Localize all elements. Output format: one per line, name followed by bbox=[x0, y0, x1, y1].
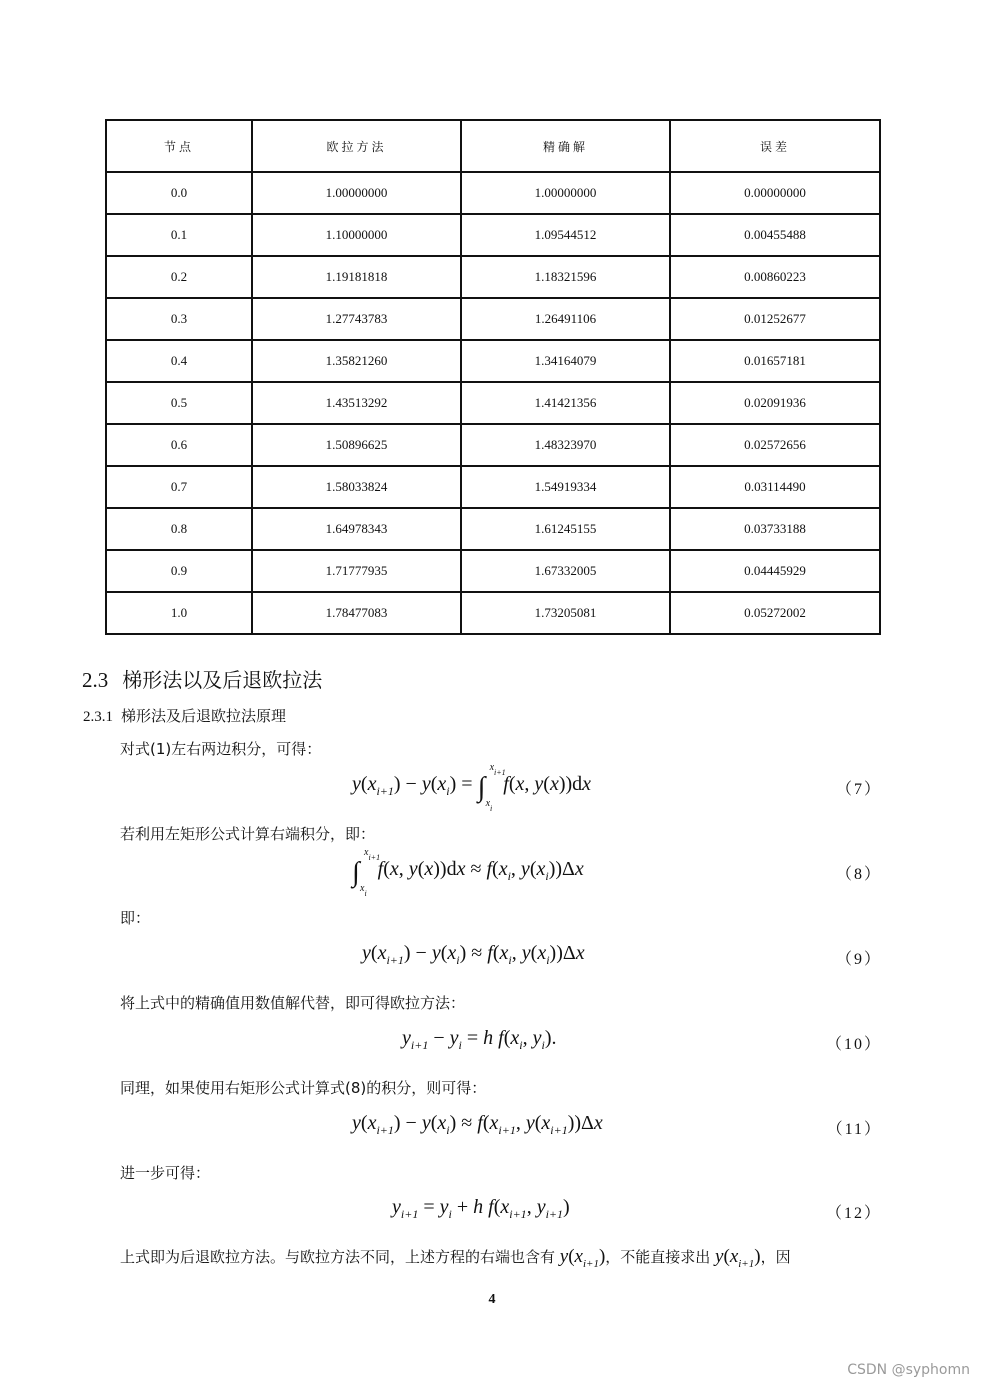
table-row bbox=[106, 508, 880, 550]
inline-formula-y-xi1: $y(x_{i+1})$ bbox=[559, 1246, 606, 1270]
table-cell: 1.43513292 bbox=[252, 382, 461, 424]
table-cell: 0.4 bbox=[106, 340, 252, 382]
section-number: 2.3 bbox=[82, 668, 109, 692]
table-cell: 0.04445929 bbox=[670, 550, 880, 592]
equation-8: ∫ $x_{i+1}$ $x_i$ f(x, $y(x))dx \approx f(x_i$, $y(x_i))\Delta x$ bbox=[352, 847, 584, 898]
equation-12: $y_{i+1} = y_i + h$ $f(x_{i+1}$, $y_{i+1}$) bbox=[392, 1196, 570, 1221]
table-row bbox=[106, 466, 880, 508]
subsection-title: 梯形法及后退欧拉法原理 bbox=[121, 707, 287, 725]
table-cell: 0.01252677 bbox=[670, 298, 880, 340]
equation-number-10: （10） bbox=[825, 1036, 882, 1053]
table-cell: 1.0 bbox=[106, 592, 252, 634]
table-row bbox=[106, 340, 880, 382]
table-cell: 0.5 bbox=[106, 382, 252, 424]
paragraph-1: 对式(1)左右两边积分，可得： bbox=[120, 740, 322, 758]
paragraph-7 bbox=[120, 1246, 791, 1268]
table-cell: 0.0 bbox=[106, 172, 252, 214]
equation-7: $y(x_{i+1}) - y(x_i)$ = ∫ $x_{i+1}$ $x_i$ f(x, y(x))dx bbox=[352, 762, 592, 813]
table-row bbox=[106, 172, 880, 214]
table-cell: 1.48323970 bbox=[461, 424, 670, 466]
table-cell: 0.02091936 bbox=[670, 382, 880, 424]
equation-number-9: （9） bbox=[835, 951, 882, 968]
inline-formula-y-xi1-b: $y(x_{i+1})$ bbox=[715, 1246, 761, 1270]
equation-number-7: （7） bbox=[835, 781, 882, 798]
table-row bbox=[106, 214, 880, 256]
table-cell: 0.05272002 bbox=[670, 592, 880, 634]
paragraph-7-part-a: 上式即为后退欧拉方法。与欧拉方法不同，上述方程的右端也含有 bbox=[120, 1248, 556, 1266]
table-row bbox=[106, 424, 880, 466]
table-cell: 1.54919334 bbox=[461, 466, 670, 508]
table-cell: 1.41421356 bbox=[461, 382, 670, 424]
table-cell: 1.78477083 bbox=[252, 592, 461, 634]
table-cell: 0.1 bbox=[106, 214, 252, 256]
table-cell: 1.19181818 bbox=[252, 256, 461, 298]
paragraph-2: 若利用左矩形公式计算右端积分，即： bbox=[120, 825, 376, 843]
euler-results-table bbox=[105, 119, 881, 635]
table-cell: 0.03733188 bbox=[670, 508, 880, 550]
paragraph-5: 同理，如果使用右矩形公式计算式(8)的积分，则可得： bbox=[120, 1079, 487, 1097]
paragraph-7-part-b: ，不能直接求出 bbox=[605, 1248, 711, 1266]
table-header-row bbox=[106, 120, 880, 172]
table-cell: 1.58033824 bbox=[252, 466, 461, 508]
subsection-number: 2.3.1 bbox=[83, 709, 113, 725]
equation-9: $y(x_{i+1}) - y(x_i) \approx f(x_i$, $y(x_i))\Delta x$ bbox=[362, 942, 585, 967]
table-cell: 1.64978343 bbox=[252, 508, 461, 550]
watermark: CSDN @syphomn bbox=[847, 1362, 970, 1378]
table-cell: 0.6 bbox=[106, 424, 252, 466]
table-cell: 0.2 bbox=[106, 256, 252, 298]
header-euler: 欧拉方法 bbox=[252, 120, 461, 172]
table-cell: 0.00860223 bbox=[670, 256, 880, 298]
table-cell: 1.67332005 bbox=[461, 550, 670, 592]
table-cell: 1.09544512 bbox=[461, 214, 670, 256]
header-error: 误差 bbox=[670, 120, 880, 172]
equation-10: $y_{i+1} - y_i = h$ $f(x_i$, $y_i$). bbox=[402, 1027, 557, 1052]
equation-number-12: （12） bbox=[825, 1205, 882, 1222]
table-cell: 1.34164079 bbox=[461, 340, 670, 382]
table-row bbox=[106, 382, 880, 424]
table-cell: 0.00000000 bbox=[670, 172, 880, 214]
table-cell: 1.10000000 bbox=[252, 214, 461, 256]
table-cell: 0.01657181 bbox=[670, 340, 880, 382]
subsection-heading bbox=[83, 705, 286, 726]
table-row bbox=[106, 592, 880, 634]
page-number: 4 bbox=[488, 1292, 496, 1307]
paragraph-4: 将上式中的精确值用数值解代替，即可得欧拉方法： bbox=[120, 994, 466, 1012]
table-cell: 1.18321596 bbox=[461, 256, 670, 298]
equation-11: $y(x_{i+1}) - y(x_i) \approx f(x_{i+1}$, $y(x_{i+1}))\Delta x$ bbox=[352, 1112, 603, 1137]
table-cell: 1.00000000 bbox=[461, 172, 670, 214]
table-cell: 0.00455488 bbox=[670, 214, 880, 256]
header-exact: 精确解 bbox=[461, 120, 670, 172]
table-cell: 0.02572656 bbox=[670, 424, 880, 466]
table-cell: 1.27743783 bbox=[252, 298, 461, 340]
table-cell: 0.8 bbox=[106, 508, 252, 550]
table-cell: 1.61245155 bbox=[461, 508, 670, 550]
table-cell: 1.35821260 bbox=[252, 340, 461, 382]
table-row bbox=[106, 256, 880, 298]
table-cell: 0.9 bbox=[106, 550, 252, 592]
header-node: 节点 bbox=[106, 120, 252, 172]
equation-number-8: （8） bbox=[835, 866, 882, 883]
table-cell: 0.7 bbox=[106, 466, 252, 508]
table-cell: 0.3 bbox=[106, 298, 252, 340]
table-row bbox=[106, 550, 880, 592]
paragraph-6: 进一步可得： bbox=[120, 1164, 211, 1182]
table-row bbox=[106, 298, 880, 340]
table-cell: 0.03114490 bbox=[670, 466, 880, 508]
table-body bbox=[106, 172, 880, 634]
table-cell: 1.50896625 bbox=[252, 424, 461, 466]
table-cell: 1.00000000 bbox=[252, 172, 461, 214]
section-heading bbox=[82, 664, 322, 693]
table-cell: 1.71777935 bbox=[252, 550, 461, 592]
paragraph-7-part-c: ，因 bbox=[760, 1248, 791, 1266]
section-title: 梯形法以及后退欧拉法 bbox=[122, 668, 323, 692]
paragraph-3: 即： bbox=[120, 909, 151, 927]
table-cell: 1.26491106 bbox=[461, 298, 670, 340]
equation-number-11: （11） bbox=[826, 1121, 882, 1138]
table-cell: 1.73205081 bbox=[461, 592, 670, 634]
